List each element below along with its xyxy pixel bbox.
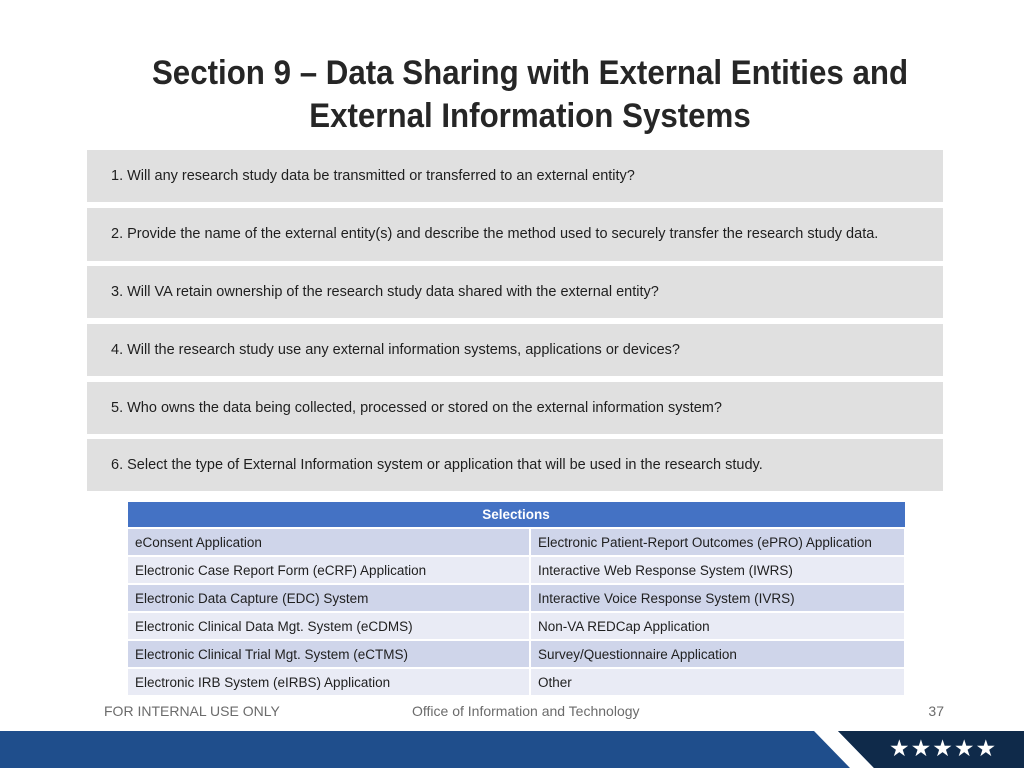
question-item bbox=[87, 324, 943, 376]
question-text: 5. Who owns the data being collected, processed or stored on the external information system? bbox=[111, 399, 722, 416]
page-number: 37 bbox=[928, 703, 944, 719]
table-cell: Electronic Data Capture (EDC) System bbox=[127, 584, 530, 612]
footer-band bbox=[0, 731, 1024, 768]
slide-title-line-2: External Information Systems bbox=[309, 97, 751, 135]
question-text: 3. Will VA retain ownership of the research study data shared with the external entity? bbox=[111, 283, 659, 300]
question-text: 4. Will the research study use any external information systems, applications or devices? bbox=[111, 341, 680, 358]
question-item bbox=[87, 439, 943, 491]
table-row bbox=[127, 528, 905, 556]
table-cell: Electronic Clinical Trial Mgt. System (eCTMS) bbox=[127, 640, 530, 668]
table-cell: Interactive Web Response System (IWRS) bbox=[530, 556, 905, 584]
question-text: 6. Select the type of External Information system or application that will be used in the research study. bbox=[111, 456, 763, 473]
stars-logo-icon: ★★★★★ bbox=[889, 736, 998, 762]
selections-table bbox=[126, 501, 906, 697]
slide-title bbox=[98, 52, 963, 138]
question-text: 2. Provide the name of the external entity(s) and describe the method used to securely transfer the research study data. bbox=[111, 226, 879, 242]
table-row bbox=[127, 612, 905, 640]
question-item bbox=[87, 208, 943, 261]
table-header-row bbox=[127, 502, 905, 529]
slide-title-line-1: Section 9 – Data Sharing with External Entities and bbox=[151, 54, 909, 92]
table-cell: Survey/Questionnaire Application bbox=[530, 640, 905, 668]
table-row bbox=[127, 556, 905, 584]
table-row bbox=[127, 640, 905, 668]
table-cell: Other bbox=[530, 668, 905, 696]
table-cell: Electronic Patient-Report Outcomes (ePRO) Application bbox=[530, 528, 905, 556]
question-item bbox=[87, 382, 943, 434]
table-cell: Electronic Case Report Form (eCRF) Application bbox=[127, 556, 530, 584]
footer-office-label: Office of Information and Technology bbox=[412, 703, 640, 719]
question-item bbox=[87, 266, 943, 318]
question-item bbox=[87, 150, 943, 202]
table-cell: Electronic IRB System (eIRBS) Application bbox=[127, 668, 530, 696]
question-text: 1. Will any research study data be transmitted or transferred to an external entity? bbox=[111, 167, 635, 184]
table-cell: Non-VA REDCap Application bbox=[530, 612, 905, 640]
table-cell: Interactive Voice Response System (IVRS) bbox=[530, 584, 905, 612]
table-cell: Electronic Clinical Data Mgt. System (eCDMS) bbox=[127, 612, 530, 640]
footer-confidentiality-label: FOR INTERNAL USE ONLY bbox=[104, 703, 280, 719]
selections-header: Selections bbox=[127, 502, 905, 529]
table-row bbox=[127, 584, 905, 612]
table-row bbox=[127, 668, 905, 696]
table-cell: eConsent Application bbox=[127, 528, 530, 556]
